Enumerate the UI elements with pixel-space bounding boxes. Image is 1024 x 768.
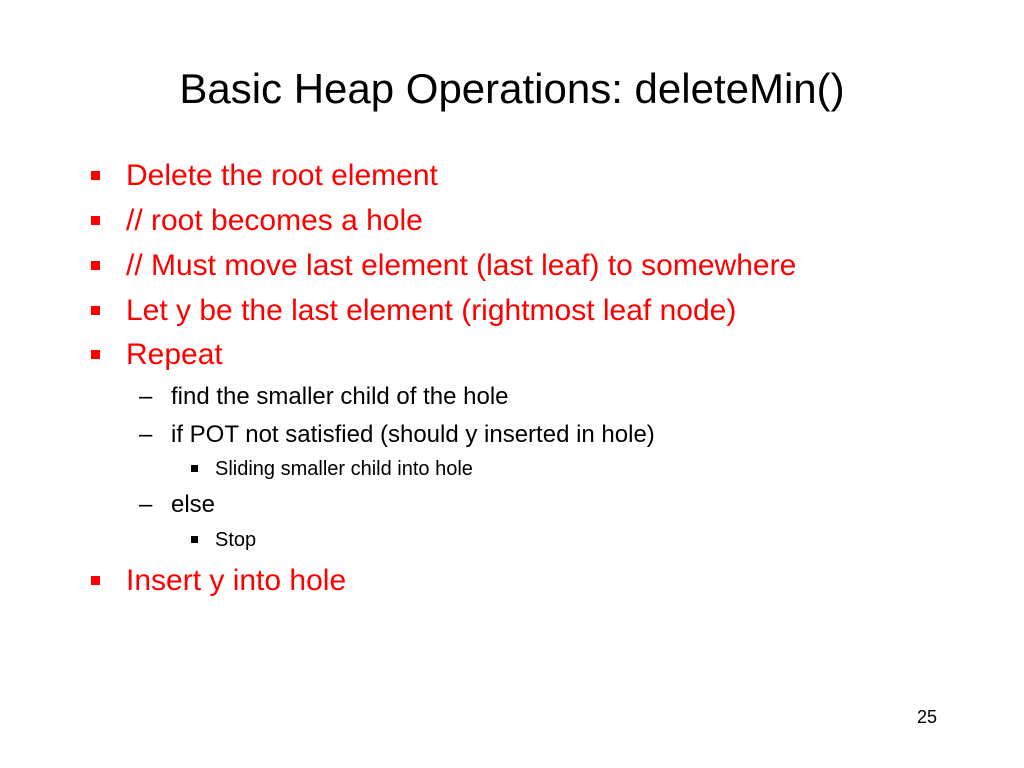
bullet-item: Insert y into hole: [126, 564, 347, 597]
sub-bullet-square-icon: [191, 465, 198, 472]
bullet-square-icon: [91, 261, 100, 270]
bullet-square-icon: [91, 350, 100, 359]
sub-item: else: [171, 491, 216, 518]
sub-item: if POT not satisfied (should y inserted in hole): [171, 421, 655, 448]
sub-bullet-square-icon: [191, 536, 198, 543]
bullet-square-icon: [91, 576, 100, 585]
bullet-item-repeat: Repeat: [126, 338, 223, 371]
dash-marker: –: [139, 491, 153, 518]
slide-title: Basic Heap Operations: deleteMin(): [179, 65, 845, 112]
bullet-square-icon: [91, 306, 100, 315]
sub-item: find the smaller child of the hole: [171, 383, 509, 410]
bullet-square-icon: [91, 171, 100, 180]
page-number: 25: [916, 707, 937, 727]
sub-sub-item: Sliding smaller child into hole: [215, 458, 473, 480]
bullet-item: // Must move last element (last leaf) to somewhere: [126, 249, 797, 282]
bullet-item: // root becomes a hole: [126, 204, 423, 237]
sub-sub-item: Stop: [215, 529, 257, 551]
bullet-square-icon: [91, 216, 100, 225]
dash-marker: –: [139, 421, 153, 448]
bullet-item: Let y be the last element (rightmost leaf node): [126, 294, 737, 327]
bullet-item: Delete the root element: [126, 159, 438, 192]
dash-marker: –: [139, 383, 153, 410]
